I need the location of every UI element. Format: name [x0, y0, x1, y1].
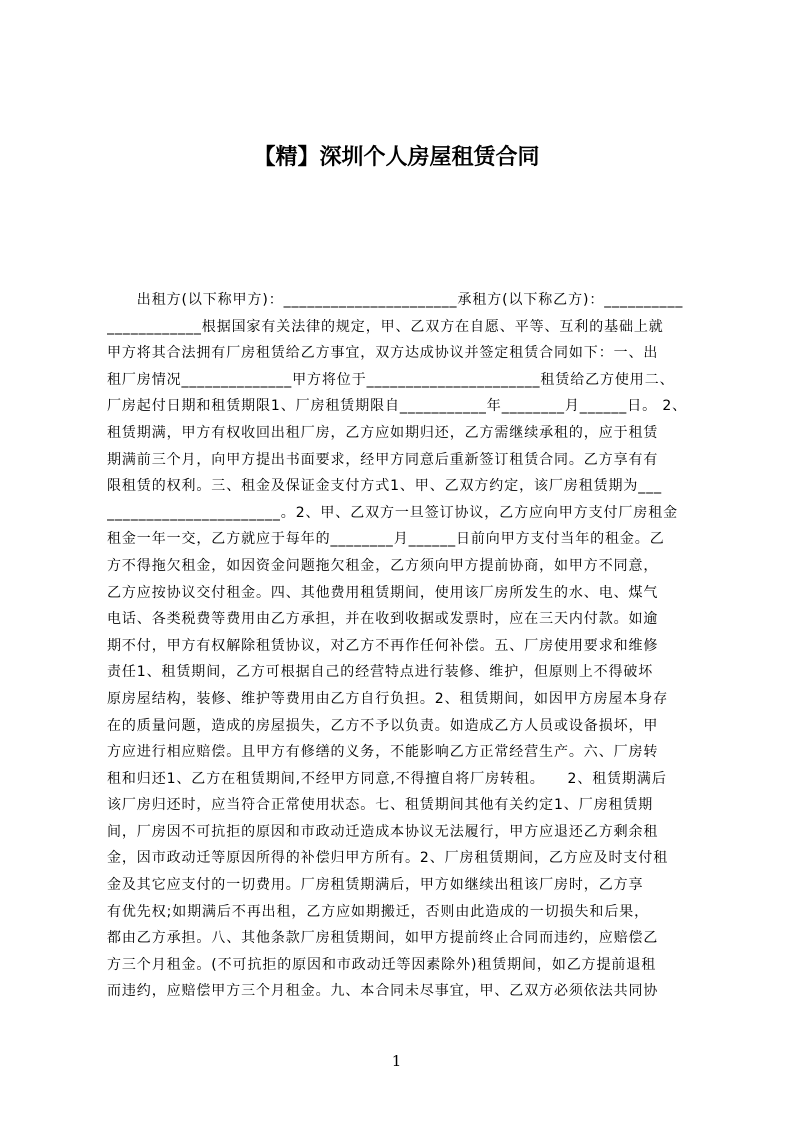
body-line: 金及其它应支付的一切费用。厂房租赁期满后，甲方如继续出租该厂房时，乙方享 — [107, 877, 644, 894]
body-line: ____________根据国家有关法律的规定，甲、乙双方在自愿、平等、互利的基础上就 — [107, 318, 664, 335]
body-line: 该厂房归还时，应当符合正常使用状态。七、租赁期间其他有关约定1、厂房租赁期 — [107, 797, 654, 814]
body-line: 在的质量问题，造成的房屋损失，乙方不予以负责。如造成乙方人员或设备损坏，甲 — [107, 717, 659, 734]
body-line: 金，因市政动迁等原因所得的补偿归甲方所有。2、厂房租赁期间，乙方应及时支付租 — [107, 850, 669, 867]
body-line: 电话、各类税费等费用由乙方承担，并在收到收据或发票时，应在三天内付款。如逾 — [107, 611, 659, 628]
body-line: ______________________。2、甲、乙双方一旦签订协议，乙方应向甲方支付厂房租金 — [107, 504, 679, 521]
body-line: 方应进行相应赔偿。且甲方有修缮的义务，不能影响乙方正常经营生产。六、厂房转 — [107, 744, 659, 761]
body-line: 有优先权;如期满后不再出租，乙方应如期搬迁，否则由此造成的一切损失和后果， — [107, 903, 650, 920]
body-line: 租赁期满，甲方有权收回出租厂房，乙方应如期归还，乙方需继续承租的，应于租赁 — [107, 424, 659, 441]
body-line: 原房屋结构，装修、维护等费用由乙方自行负担。2、租赁期间，如因甲方房屋本身存 — [107, 690, 669, 707]
body-line: 期不付，甲方有权解除租赁协议，对乙方不再作任何补偿。五、厂房使用要求和维修 — [107, 637, 659, 654]
body-line: 都由乙方承担。八、其他条款厂房租赁期间，如甲方提前终止合同而违约，应赔偿乙 — [107, 930, 659, 947]
document-title: 【精】深圳个人房屋租赁合同 — [253, 145, 540, 170]
body-line: 租金一年一交，乙方就应于每年的________月______日前向甲方支付当年的租金。乙 — [107, 531, 665, 548]
body-line: 方三个月租金。(不可抗拒的原因和市政动迁等因素除外)租赁期间，如乙方提前退租 — [107, 956, 657, 973]
body-line: 责任1、租赁期间，乙方可根据自己的经营特点进行装修、维护，但原则上不得破坏 — [107, 664, 654, 681]
body-line: 乙方应按协议交付租金。四、其他费用租赁期间，使用该厂房所发生的水、电、煤气 — [107, 584, 659, 601]
page-number: 1 — [391, 1052, 402, 1070]
body-line: 厂房起付日期和租赁期限1、厂房租赁期限自___________年________月______日。 2、 — [107, 398, 688, 415]
body-line: 甲方将其合法拥有厂房租赁给乙方事宜，双方达成协议并签定租赁合同如下：一、出 — [107, 345, 659, 362]
body-line: 方不得拖欠租金，如因资金问题拖欠租金，乙方须向甲方提前协商，如甲方不同意， — [107, 557, 659, 574]
body-line: 间，厂房因不可抗拒的原因和市政动迁造成本协议无法履行，甲方应退还乙方剩余租 — [107, 823, 659, 840]
body-line: 而违约，应赔偿甲方三个月租金。九、本合同未尽事宜，甲、乙双方必须依法共同协 — [107, 983, 659, 1000]
body-line: 租和归还1、乙方在租赁期间,不经甲方同意,不得擅自将厂房转租。 2、租赁期满后 — [107, 770, 667, 787]
body-line: 出租方(以下称甲方)：______________________承租方(以下称乙方)：__________ — [107, 292, 684, 308]
body-line: 限租赁的权利。三、租金及保证金支付方式1、甲、乙双方约定，该厂房租赁期为___ — [107, 478, 663, 495]
body-line: 期满前三个月，向甲方提出书面要求，经甲方同意后重新签订租赁合同。乙方享有有 — [107, 451, 659, 468]
contract-body — [107, 287, 699, 1022]
body-line: 租厂房情况______________甲方将位于______________________租赁给乙方使用二、 — [107, 371, 675, 388]
